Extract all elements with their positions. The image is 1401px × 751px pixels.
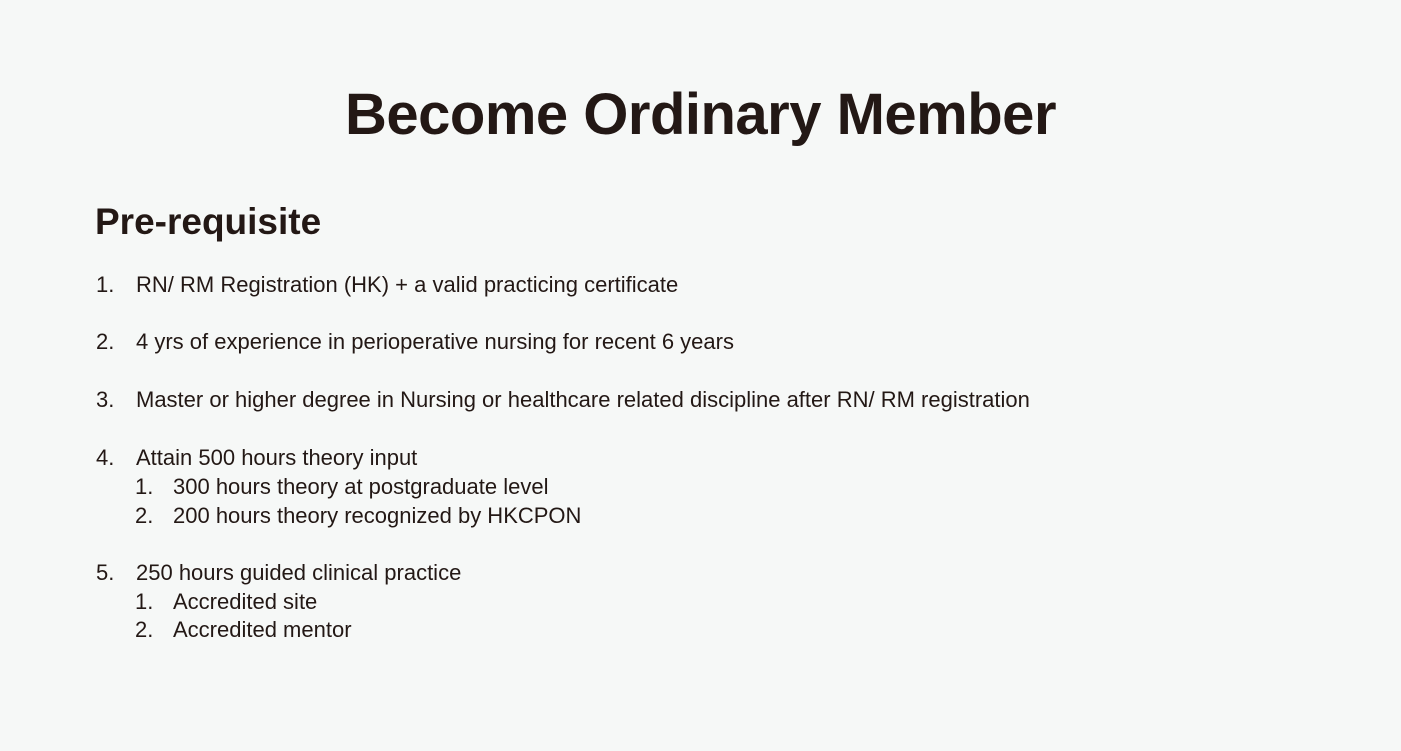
subitem-number: 1. (135, 589, 154, 614)
requirement-text: Master or higher degree in Nursing or healthcare related discipline after RN/ RM registration (136, 387, 1030, 412)
requirement-item (96, 559, 461, 587)
requirement-text: 250 hours guided clinical practice (136, 560, 462, 585)
subitem-number: 2. (135, 503, 154, 528)
section-heading-prerequisite: Pre-requisite (95, 201, 322, 242)
requirement-item (96, 444, 417, 472)
page-title: Become Ordinary Member (344, 82, 1057, 147)
requirement-text: RN/ RM Registration (HK) + a valid practicing certificate (136, 272, 679, 297)
subitem-text: Accredited mentor (173, 617, 352, 642)
requirement-number: 2. (96, 329, 115, 354)
requirement-subitem (135, 588, 317, 616)
subitem-text: 200 hours theory recognized by HKCPON (173, 503, 582, 528)
subitem-number: 1. (135, 474, 154, 499)
requirement-text: 4 yrs of experience in perioperative nursing for recent 6 years (136, 329, 734, 354)
requirement-number: 5. (96, 560, 115, 585)
requirement-item (96, 271, 678, 299)
requirement-subitem (135, 502, 581, 530)
requirement-subitem (135, 473, 548, 501)
requirement-number: 3. (96, 387, 115, 412)
requirement-number: 4. (96, 445, 115, 470)
requirement-item (96, 328, 734, 356)
subitem-text: 300 hours theory at postgraduate level (173, 474, 549, 499)
requirement-item (96, 386, 1030, 414)
subitem-text: Accredited site (173, 589, 318, 614)
requirement-number: 1. (96, 272, 115, 297)
subitem-number: 2. (135, 617, 154, 642)
requirement-text: Attain 500 hours theory input (136, 445, 418, 470)
requirement-subitem (135, 616, 352, 644)
